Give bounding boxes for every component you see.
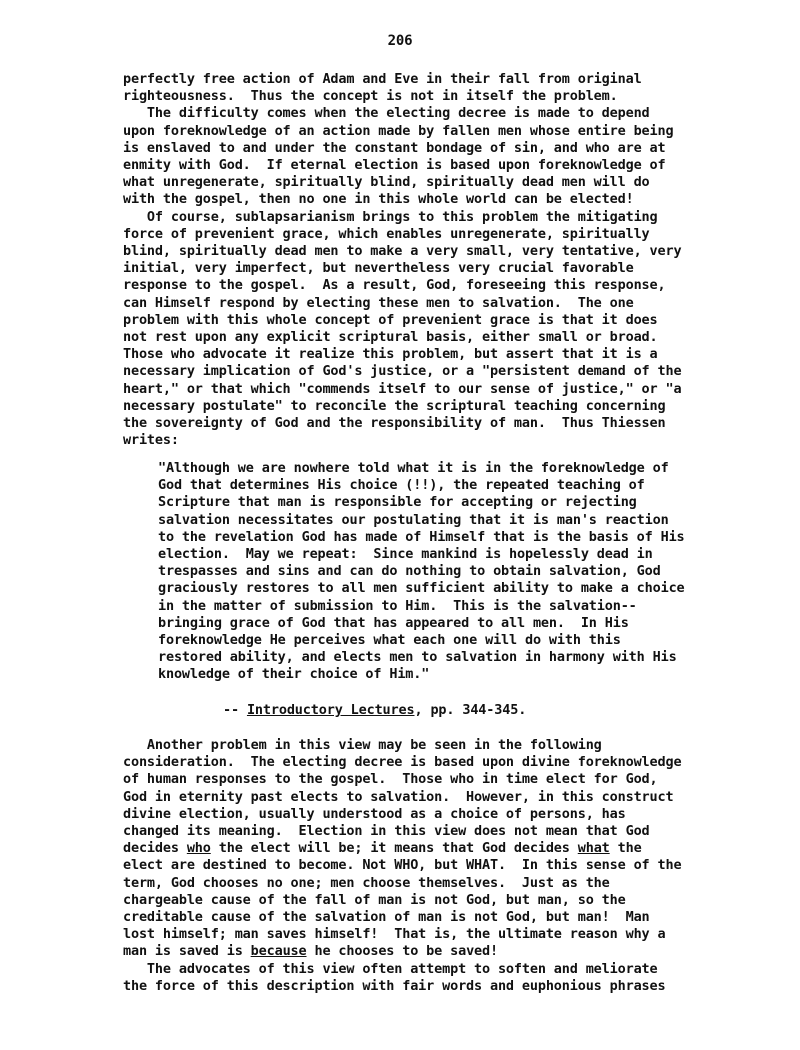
quote-line: in the matter of submission to Him. This is the salvation--: [158, 597, 637, 614]
quote-line: salvation necessitates our postulating that it is man's reaction: [158, 511, 669, 528]
citation-title: Introductory Lectures: [246, 702, 415, 718]
text-line: Those who advocate it realize this problem, but assert that it is a: [123, 346, 658, 363]
quote-line: "Although we are nowhere told what it is in the foreknowledge of: [158, 460, 669, 476]
text-line: creditable cause of the salvation of man is not God, but man! Man: [123, 909, 650, 926]
text-line: elect are destined to become. Not WHO, but WHAT. In this sense of the: [123, 857, 682, 874]
text-line: enmity with God. If eternal election is based upon foreknowledge of: [123, 157, 666, 174]
text-line: of human responses to the gospel. Those who in time elect for God,: [123, 771, 658, 788]
block-quote: [158, 460, 758, 684]
quote-line: graciously restores to all men sufficient ability to make a choice: [158, 580, 685, 597]
quote-line: bringing grace of God that has appeared to all men. In His: [158, 614, 629, 631]
text-run: man is saved is: [123, 943, 251, 960]
text-line: term, God chooses no one; men choose themselves. Just as the: [123, 874, 610, 891]
text-line: The difficulty comes when the electing decree is made to depend: [123, 105, 650, 122]
citation-suffix: , pp. 344-345.: [414, 702, 527, 718]
text-run: the: [609, 840, 642, 857]
text-line: necessary postulate" to reconcile the scriptural teaching concerning: [123, 397, 666, 414]
text-line: The advocates of this view often attempt to soften and meliorate: [123, 960, 658, 977]
text-line: necessary implication of God's justice, or a "persistent demand of the: [123, 363, 682, 380]
text-line: upon foreknowledge of an action made by fallen men whose entire being: [123, 122, 674, 139]
text-line: God in eternity past elects to salvation. However, in this construct: [123, 788, 674, 805]
quote-line: restored ability, and elects men to salvation in harmony with His: [158, 649, 677, 666]
body-paragraphs-bottom: [123, 737, 723, 995]
text-run: the elect will be; it means that God decides: [210, 840, 578, 857]
text-line: Another problem in this view may be seen in the following: [123, 737, 602, 753]
text-line: the sovereignty of God and the responsibility of man. Thus Thiessen: [123, 415, 666, 432]
text-line: is enslaved to and under the constant bondage of sin, and who are at: [123, 139, 666, 156]
page-number: 206: [387, 33, 413, 49]
emphasis-what: what: [577, 840, 610, 857]
text-line: with the gospel, then no one in this whole world can be elected!: [123, 191, 634, 208]
text-line: can Himself respond by electing these men to salvation. The one: [123, 294, 634, 311]
text-line: changed its meaning. Election in this view does not mean that God: [123, 823, 650, 840]
text-line: writes:: [123, 432, 179, 449]
text-line: righteousness. Thus the concept is not in itself the problem.: [123, 88, 618, 105]
text-line: consideration. The electing decree is based upon divine foreknowledge: [123, 754, 682, 771]
quote-line: trespasses and sins and can do nothing to obtain salvation, God: [158, 563, 661, 580]
text-line: force of prevenient grace, which enables unregenerate, spiritually: [123, 225, 650, 242]
text-run: decides: [123, 840, 187, 857]
text-line: initial, very imperfect, but nevertheless very crucial favorable: [123, 260, 634, 277]
quote-line: foreknowledge He perceives what each one will do with this: [158, 632, 621, 649]
text-line: perfectly free action of Adam and Eve in their fall from original: [123, 71, 642, 87]
quote-line: God that determines His choice (!!), the repeated teaching of: [158, 477, 645, 494]
quote-line: to the revelation God has made of Himself that is the basis of His: [158, 528, 685, 545]
citation-prefix: --: [223, 702, 247, 718]
text-line: [123, 840, 723, 857]
text-line: problem with this whole concept of prevenient grace is that it does: [123, 311, 658, 328]
text-line: Of course, sublapsarianism brings to this problem the mitigating: [123, 208, 658, 225]
text-run: he chooses to be saved!: [306, 943, 498, 960]
text-line: divine election, usually understood as a choice of persons, has: [123, 805, 626, 822]
text-line: chargeable cause of the fall of man is not God, but man, so the: [123, 891, 626, 908]
text-line: what unregenerate, spiritually blind, spiritually dead men will do: [123, 174, 650, 191]
emphasis-who: who: [186, 840, 211, 857]
text-line: [123, 943, 723, 960]
text-line: the force of this description with fair words and euphonious phrases: [123, 977, 666, 994]
body-paragraphs-top: [123, 71, 723, 449]
text-line: blind, spiritually dead men to make a very small, very tentative, very: [123, 243, 682, 260]
quote-line: election. May we repeat: Since mankind is hopelessly dead in: [158, 546, 653, 563]
text-line: response to the gospel. As a result, God, foreseeing this response,: [123, 277, 666, 294]
emphasis-because: because: [250, 943, 307, 960]
citation: [223, 702, 800, 719]
text-line: lost himself; man saves himself! That is, the ultimate reason why a: [123, 926, 666, 943]
quote-line: Scripture that man is responsible for accepting or rejecting: [158, 494, 637, 511]
text-line: heart," or that which "commends itself to our sense of justice," or "a: [123, 380, 682, 397]
quote-line: knowledge of their choice of Him.": [158, 666, 430, 683]
text-line: not rest upon any explicit scriptural basis, either small or broad.: [123, 329, 658, 346]
